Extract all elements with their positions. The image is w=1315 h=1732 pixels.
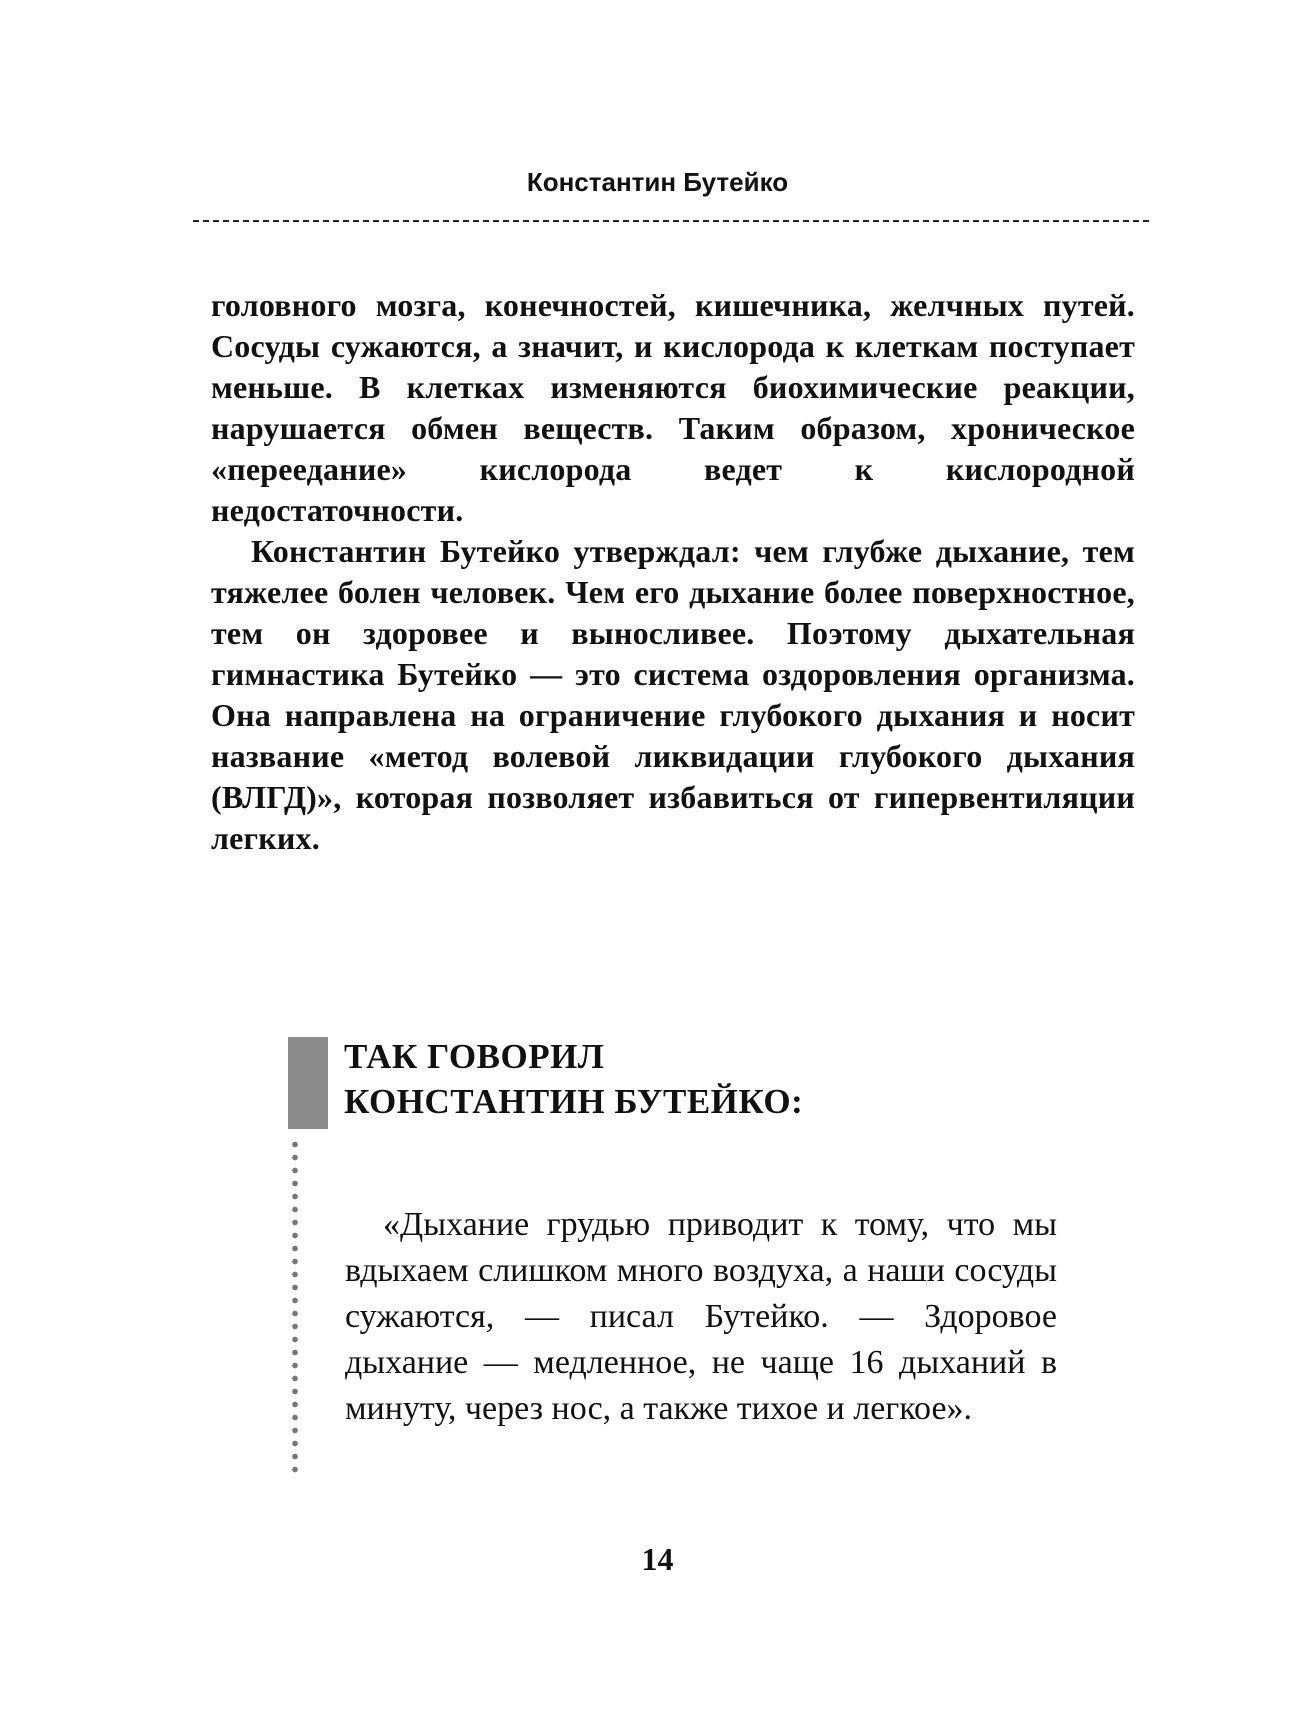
header-dashed-rule	[193, 220, 1149, 222]
sidebar-dotted-line	[290, 1138, 300, 1473]
sidebar-title	[344, 1034, 1104, 1124]
sidebar-title-line: ТАК ГОВОРИЛ	[344, 1037, 605, 1076]
quote-text: «Дыхание грудью приводит к тому, что мы вдыхаем слишком много воздуха, а наши сосуды сужаются, — писал Бутейко. — Здоровое дыхание — медленное, не чаще 16 дыханий в минуту, через нос, а также тихое и легкое».	[345, 1206, 1057, 1427]
running-title: Константин Бутейко	[526, 167, 789, 197]
sidebar-quote	[345, 1202, 1057, 1432]
sidebar-title-line: КОНСТАНТИН БУТЕЙКО:	[344, 1082, 804, 1121]
sidebar-accent-bar	[288, 1037, 328, 1129]
paragraph: головного мозга, конечностей, кишечника, желчных путей. Сосуды сужаются, а значит, и кислорода к клеткам поступает меньше. В клетках изменяются биохимические реакции, нарушается обмен веществ. Таким образом, хроническое «переедание» кислорода ведет к кислородной недостаточности.	[211, 287, 1135, 528]
paragraph: Константин Бутейко утверждал: чем глубже дыхание, тем тяжелее болен человек. Чем его дыхание более поверхностное, тем он здоровее и выносливее. Поэтому дыхательная гимнастика Бутейко — это система оздоровления организма. Она направлена на ограничение глубокого дыхания и носит название «метод волевой ликвидации глубокого дыхания (ВЛГД)», которая позволяет избавиться от гипервентиляции легких.	[211, 533, 1135, 856]
main-text	[211, 285, 1135, 859]
page-number: 14	[641, 1541, 674, 1577]
